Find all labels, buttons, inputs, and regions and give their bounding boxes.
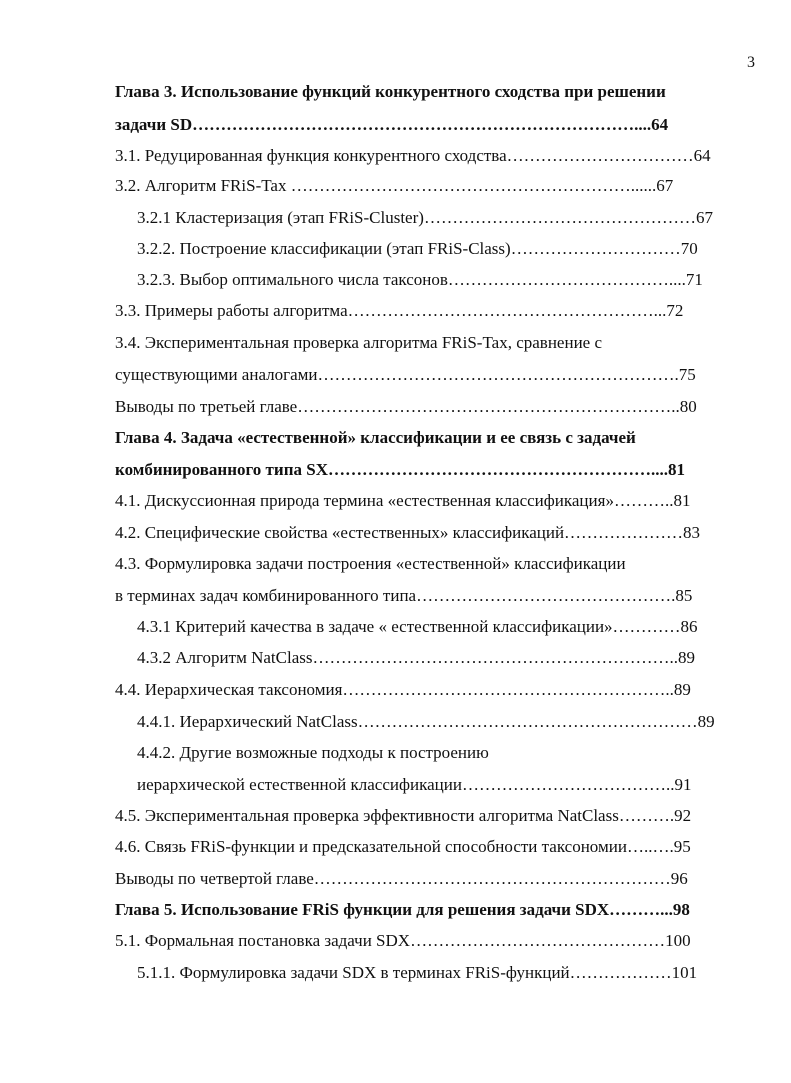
toc-entry: 4.2. Специфические свойства «естественных» классификаций…………………83 (115, 523, 701, 542)
toc-entry: Глава 5. Использование FRiS функции для решения задачи SDX………...98 (115, 900, 690, 919)
toc-entry: Глава 3. Использование функций конкурентного сходства при решении (115, 82, 666, 101)
toc-entry: иерархической естественной классификации………………………………..91 (137, 775, 692, 794)
toc-entry: 3.2.2. Построение классификации (этап FRiS-Class)…………………………70 (137, 239, 698, 258)
toc-entry: 3.4. Экспериментальная проверка алгоритма FRiS-Tax, сравнение с (115, 333, 603, 352)
toc-entry: 4.4.2. Другие возможные подходы к построению (137, 743, 489, 762)
toc-entry: Глава 4. Задача «естественной» классификации и ее связь с задачей (115, 428, 636, 447)
toc-entry: 4.1. Дискуссионная природа термина «естественная классификация»………..81 (115, 491, 691, 510)
toc-entry: 3.2.1 Кластеризация (этап FRiS-Cluster)…………………………………………67 (137, 208, 713, 227)
toc-entry: 3.3. Примеры работы алгоритма………………………………………………...72 (115, 301, 684, 320)
toc-entry: задачи SD……………………………………………………………………....64 (115, 115, 669, 134)
toc-entry: комбинированного типа SX…………………………………………………....81 (115, 460, 685, 479)
toc-entry: 5.1. Формальная постановка задачи SDX………………………………………100 (115, 931, 691, 950)
toc-entry: 4.3.2 Алгоритм NatClass………………………………………………………..89 (137, 648, 695, 667)
toc-entry: 4.3. Формулировка задачи построения «естественной» классификации (115, 554, 626, 573)
toc-entry: 3.1. Редуцированная функция конкурентного сходства……………………………64 (115, 146, 711, 165)
toc-entry: 3.2. Алгоритм FRiS-Tax ……………………………………………………......67 (115, 176, 674, 195)
toc-entry: в терминах задач комбинированного типа……………………………………….85 (115, 586, 693, 605)
toc-entry: Выводы по четвертой главе………………………………………………………96 (115, 869, 688, 888)
page-number: 3 (747, 54, 755, 71)
toc-entry: Выводы по третьей главе…………………………………………………………..80 (115, 397, 697, 416)
toc-entry: 4.5. Экспериментальная проверка эффективности алгоритма NatClass……….92 (115, 806, 692, 825)
toc-entry: 5.1.1. Формулировка задачи SDX в терминах FRiS-функций………………101 (137, 963, 698, 982)
toc-entry: 4.4. Иерархическая таксономия…………………………………………………..89 (115, 680, 691, 699)
toc-entry: 3.2.3. Выбор оптимального числа таксонов…………………………………....71 (137, 270, 703, 289)
toc-entry: 4.3.1 Критерий качества в задаче « естественной классификации»…………86 (137, 617, 698, 636)
toc-entry: 4.4.1. Иерархический NatClass……………………………………………………89 (137, 712, 715, 731)
toc-entry: 4.6. Связь FRiS-функции и предсказательной способности таксономии…..….95 (115, 837, 691, 856)
toc-entry: существующими аналогами……………………………………………………….75 (115, 365, 696, 384)
